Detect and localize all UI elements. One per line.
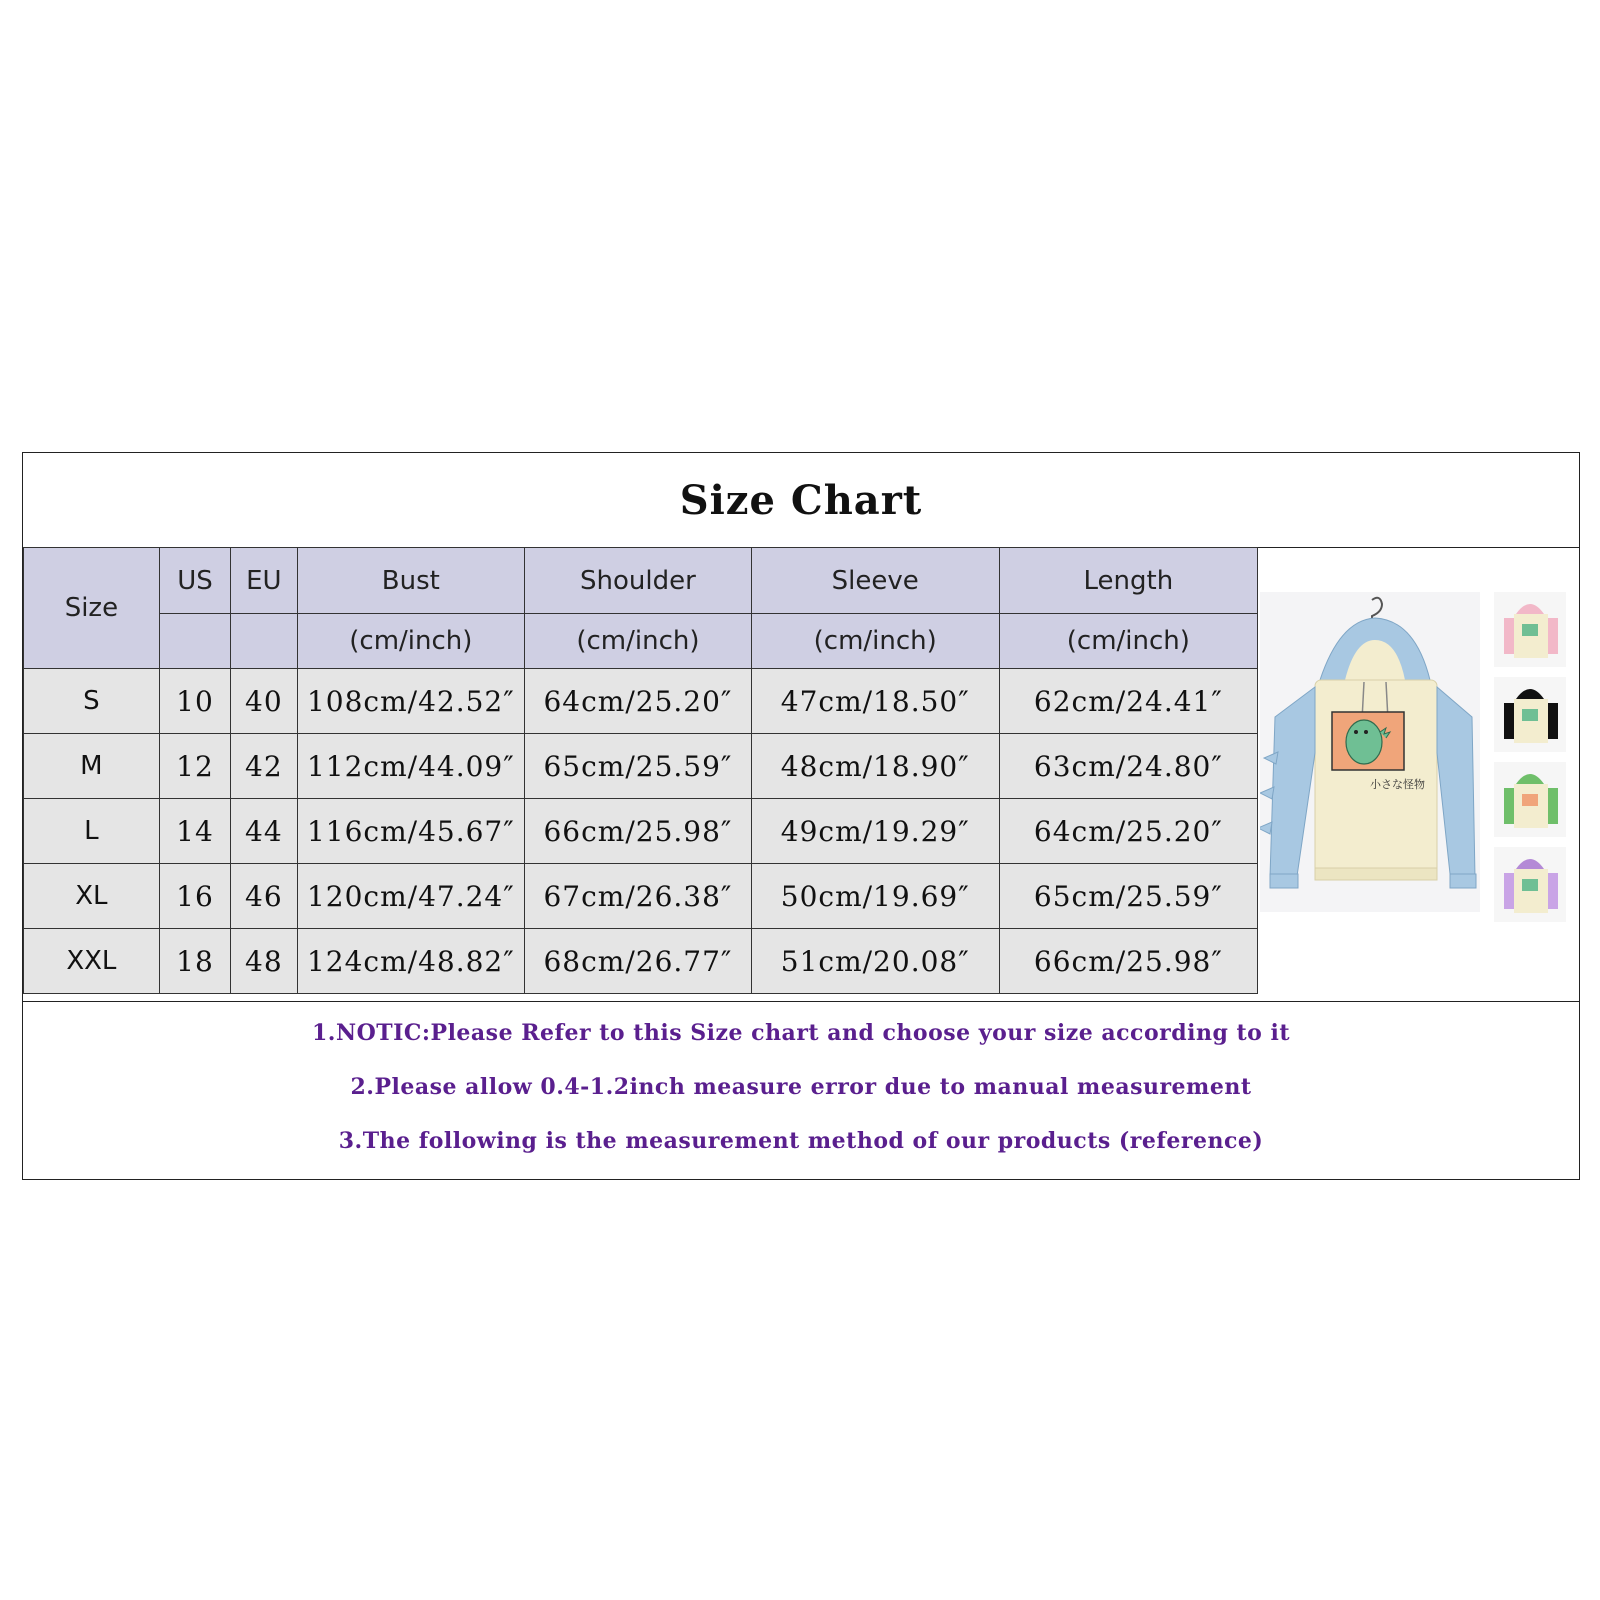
hoodie-main-image (1260, 592, 1480, 912)
cell-eu: 42 (231, 734, 297, 799)
cell-length: 64cm/25.20″ (999, 799, 1257, 864)
note-line-2: 2.Please allow 0.4-1.2inch measure error due to manual measurement (350, 1074, 1252, 1100)
cell-length: 63cm/24.80″ (999, 734, 1257, 799)
note-line-3: 3.The following is the measurement method of our products (reference) (338, 1128, 1264, 1154)
cell-sleeve: 50cm/19.69″ (751, 864, 999, 929)
hoodie-print-text: 小さな怪物 (1370, 778, 1425, 791)
variant-pink-thumbnail (1494, 592, 1566, 667)
cell-size: M (24, 734, 160, 799)
table-row (24, 864, 1258, 929)
cell-eu: 44 (231, 799, 297, 864)
variant-black-thumbnail (1494, 677, 1566, 752)
table-header-row (24, 548, 1258, 614)
header-bust: Bust (297, 548, 525, 614)
cell-size: S (24, 669, 160, 734)
header-us: US (159, 548, 230, 614)
header-eu-blank (231, 614, 297, 669)
table-unit-row (24, 614, 1258, 669)
cell-length: 65cm/25.59″ (999, 864, 1257, 929)
header-eu: EU (231, 548, 297, 614)
cell-shoulder: 68cm/26.77″ (525, 929, 752, 994)
cell-length: 66cm/25.98″ (999, 929, 1257, 994)
cell-shoulder: 65cm/25.59″ (525, 734, 752, 799)
unit-label-bust: (cm/inch) (297, 614, 525, 669)
cell-shoulder: 64cm/25.20″ (525, 669, 752, 734)
cell-bust: 124cm/48.82″ (297, 929, 525, 994)
cell-us: 10 (159, 669, 230, 734)
color-variant-thumbnails (1494, 592, 1566, 922)
cell-size: XXL (24, 929, 160, 994)
variant-green-thumbnail (1494, 762, 1566, 837)
cell-shoulder: 66cm/25.98″ (525, 799, 752, 864)
cell-sleeve: 48cm/18.90″ (751, 734, 999, 799)
cell-bust: 112cm/44.09″ (297, 734, 525, 799)
cell-us: 14 (159, 799, 230, 864)
note-line-1: 1.NOTIC:Please Refer to this Size chart and choose your size according to it (312, 1020, 1290, 1046)
header-sleeve: Sleeve (751, 548, 999, 614)
header-length: Length (999, 548, 1257, 614)
cell-length: 62cm/24.41″ (999, 669, 1257, 734)
cell-size: L (24, 799, 160, 864)
header-size: Size (24, 548, 160, 669)
cell-us: 12 (159, 734, 230, 799)
size-table (23, 547, 1258, 994)
cell-sleeve: 49cm/19.29″ (751, 799, 999, 864)
table-row (24, 799, 1258, 864)
unit-label-shoulder: (cm/inch) (525, 614, 752, 669)
cell-size: XL (24, 864, 160, 929)
cell-bust: 116cm/45.67″ (297, 799, 525, 864)
cell-sleeve: 47cm/18.50″ (751, 669, 999, 734)
cell-us: 16 (159, 864, 230, 929)
unit-label-sleeve: (cm/inch) (751, 614, 999, 669)
chart-title: Size Chart (23, 453, 1579, 548)
cell-eu: 48 (231, 929, 297, 994)
table-row (24, 669, 1258, 734)
variant-purple-thumbnail (1494, 847, 1566, 922)
table-row (24, 734, 1258, 799)
cell-us: 18 (159, 929, 230, 994)
cell-eu: 46 (231, 864, 297, 929)
notes-section (23, 1001, 1579, 1179)
header-shoulder: Shoulder (525, 548, 752, 614)
unit-label-length: (cm/inch) (999, 614, 1257, 669)
cell-bust: 120cm/47.24″ (297, 864, 525, 929)
table-row (24, 929, 1258, 994)
header-us-blank (159, 614, 230, 669)
cell-bust: 108cm/42.52″ (297, 669, 525, 734)
cell-eu: 40 (231, 669, 297, 734)
cell-sleeve: 51cm/20.08″ (751, 929, 999, 994)
cell-shoulder: 67cm/26.38″ (525, 864, 752, 929)
